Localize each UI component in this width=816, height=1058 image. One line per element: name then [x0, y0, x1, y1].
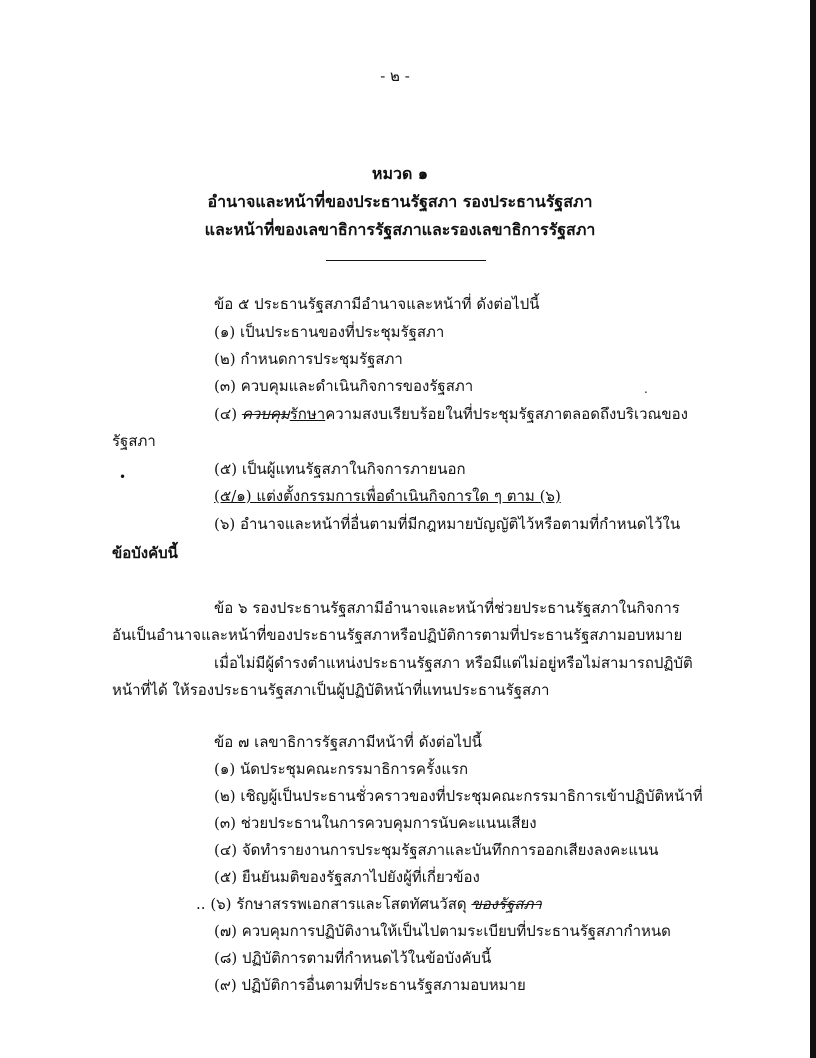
- scan-dots: ..: [196, 895, 211, 913]
- article6-line4: หน้าที่ได้ ให้รองประธานรัฐสภาเป็นผู้ปฏิบัติหน้าที่แทนประธานรัฐสภา: [112, 681, 550, 699]
- article5-heading: ข้อ ๕ ประธานรัฐสภามีอำนาจและหน้าที่ ดังต่อไปนี้: [214, 295, 540, 313]
- article7-item7: (๗) ควบคุมการปฏิบัติงานให้เป็นไปตามระเบียบที่ประธานรัฐสภากำหนด: [214, 922, 671, 940]
- article7-item9: (๙) ปฏิบัติการอื่นตามที่ประธานรัฐสภามอบหมาย: [214, 976, 526, 994]
- article5-item4-continuation: รัฐสภา: [112, 432, 156, 450]
- article7-item3: (๓) ช่วยประธานในการควบคุมการนับคะแนนเสียง: [214, 814, 537, 832]
- article6-line2: อันเป็นอำนาจและหน้าที่ของประธานรัฐสภาหรือปฏิบัติการตามที่ประธานรัฐสภามอบหมาย: [112, 626, 683, 644]
- article6-line1: ข้อ ๖ รองประธานรัฐสภามีอำนาจและหน้าที่ช่วยประธานรัฐสภาในกิจการ: [214, 599, 680, 617]
- article5-item5-1-amendment: (๕/๑) แต่งตั้งกรรมการเพื่อดำเนินกิจการใด ๆ ตาม (๖): [214, 487, 561, 505]
- article5-item4-struck-text: ควบคุม: [241, 405, 290, 423]
- article5-item2: (๒) กำหนดการประชุมรัฐสภา: [214, 350, 403, 368]
- article5-item4: [214, 402, 688, 426]
- scan-speck: •: [119, 470, 127, 484]
- article5-item4-number: (๔): [214, 405, 238, 423]
- article7-item8: (๘) ปฏิบัติการตามที่กำหนดไว้ในข้อบังคับนี้: [214, 949, 492, 967]
- article5-item4-rest: ความสงบเรียบร้อยในที่ประชุมรัฐสภาตลอดถึงบริเวณของ: [325, 405, 689, 423]
- scan-speck: .: [644, 382, 648, 396]
- article7-item2: (๒) เชิญผู้เป็นประธานชั่วคราวของที่ประชุมคณะกรรมาธิการเข้าปฏิบัติหน้าที่: [214, 787, 703, 805]
- article5-item1: (๑) เป็นประธานของที่ประชุมรัฐสภา: [214, 323, 445, 341]
- title-divider: [326, 260, 486, 261]
- article7-item1: (๑) นัดประชุมคณะกรรมาธิการครั้งแรก: [214, 760, 469, 778]
- article5-item6-continuation: ข้อบังคับนี้: [112, 544, 178, 562]
- article5-item3: (๓) ควบคุมและดำเนินกิจการของรัฐสภา: [214, 377, 474, 395]
- article5-item4-inserted-text: รักษา: [289, 405, 326, 423]
- article6-line3: เมื่อไม่มีผู้ดำรงตำแหน่งประธานรัฐสภา หรือมีแต่ไม่อยู่หรือไม่สามารถปฏิบัติ: [214, 654, 693, 672]
- article7-item6: [196, 892, 542, 916]
- page-number: - ๒ -: [380, 67, 410, 85]
- article5-item5: (๕) เป็นผู้แทนรัฐสภาในกิจการภายนอก: [214, 460, 466, 478]
- chapter-subtitle-line2: และหน้าที่ของเลขาธิการรัฐสภาและรองเลขาธิการรัฐสภา: [204, 220, 596, 239]
- article5-item6: (๖) อำนาจและหน้าที่อื่นตามที่มีกฎหมายบัญญัติไว้หรือตามที่กำหนดไว้ใน: [214, 515, 681, 533]
- article7-item4: (๔) จัดทำรายงานการประชุมรัฐสภาและบันทึกการออกเสียงลงคะแนน: [214, 841, 659, 859]
- article7-item6-struck-text: ของรัฐสภา: [471, 895, 542, 913]
- scan-edge-border: [810, 0, 816, 1058]
- chapter-title: หมวด ๑: [371, 164, 429, 183]
- article7-item6-text: (๖) รักษาสรรพเอกสารและโสตทัศนวัสดุ: [210, 895, 467, 913]
- chapter-subtitle-line1: อำนาจและหน้าที่ของประธานรัฐสภา รองประธานรัฐสภา: [207, 192, 593, 211]
- article7-heading: ข้อ ๗ เลขาธิการรัฐสภามีหน้าที่ ดังต่อไปนี้: [214, 733, 482, 751]
- article7-item5: (๕) ยืนยันมติของรัฐสภาไปยังผู้ที่เกี่ยวข้อง: [214, 868, 480, 886]
